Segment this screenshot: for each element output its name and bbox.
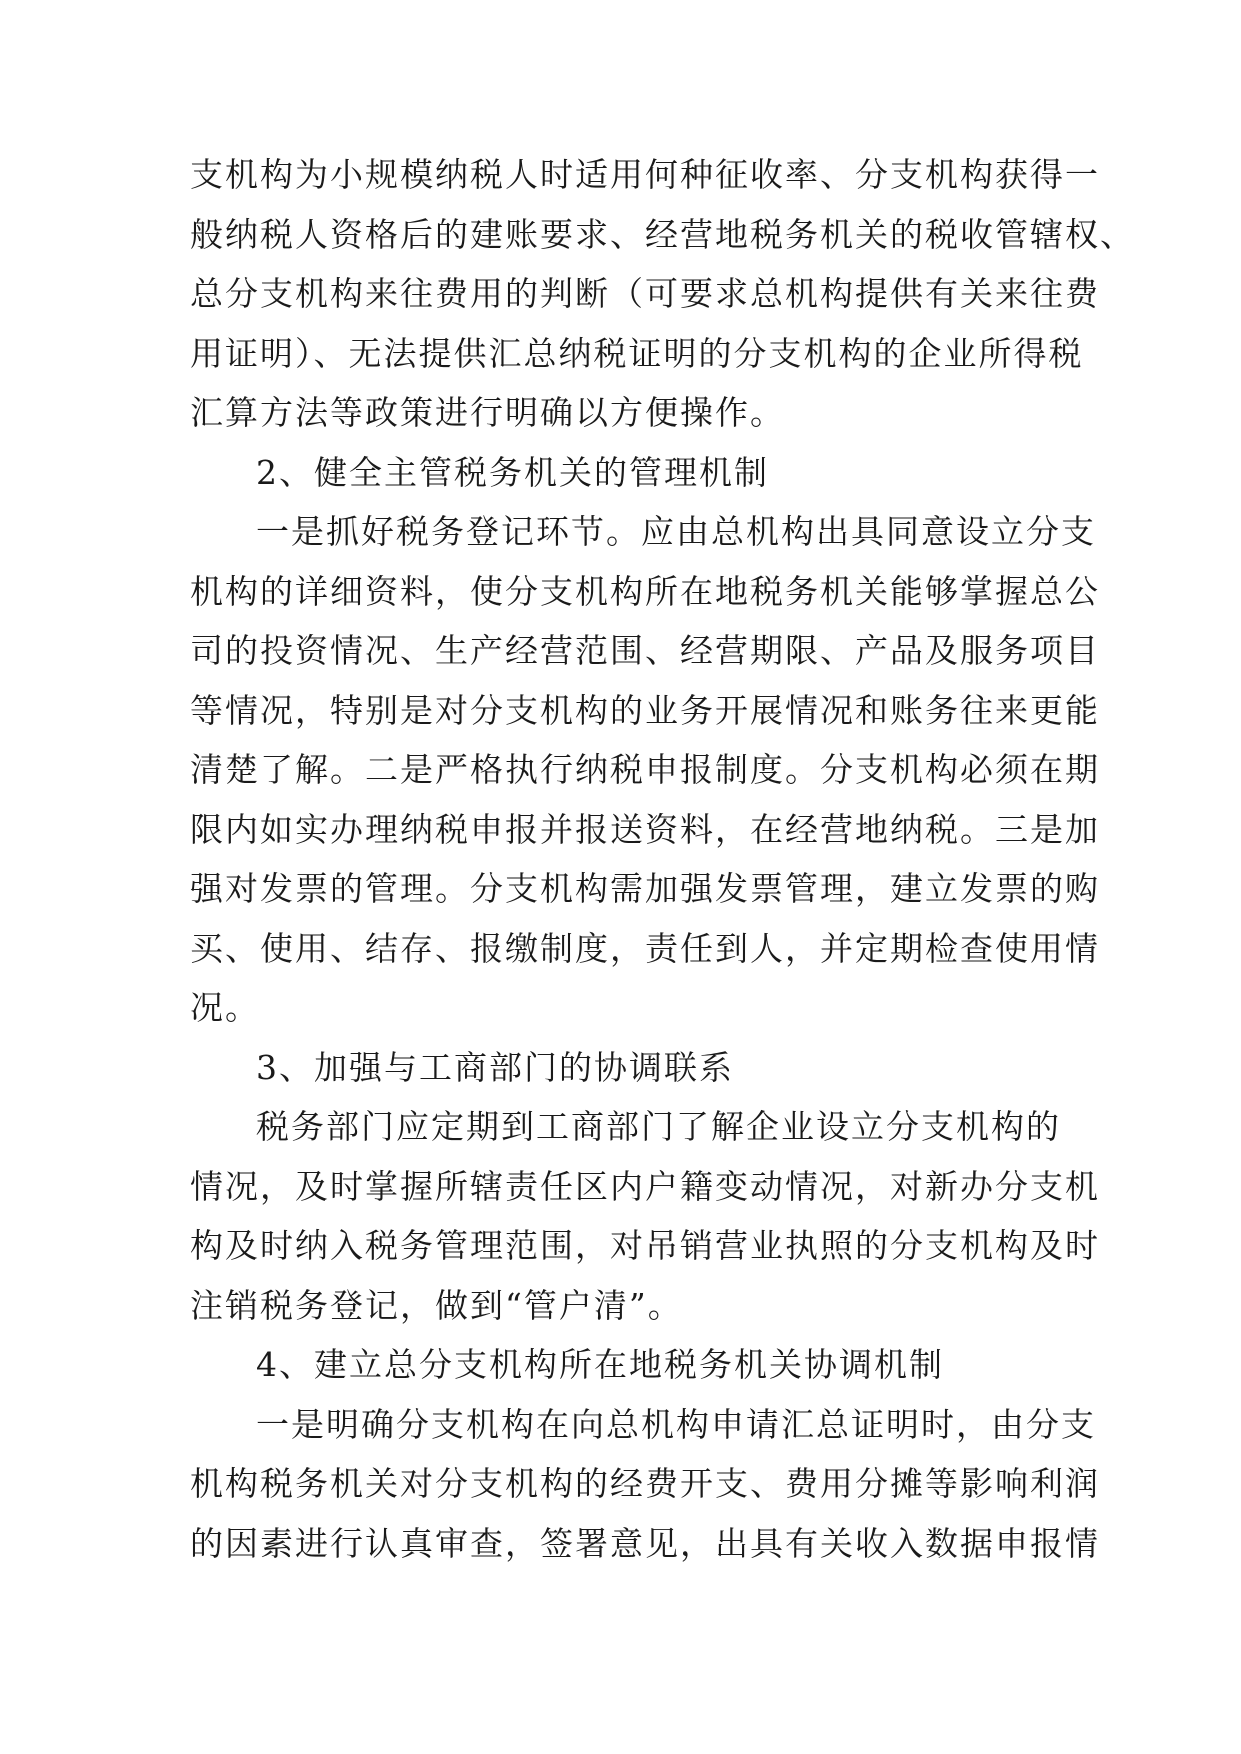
paragraph-line: 等情况，特别是对分支机构的业务开展情况和账务往来更能 (190, 690, 1100, 730)
paragraph-line: 机构的详细资料，使分支机构所在地税务机关能够掌握总公 (190, 571, 1100, 611)
paragraph-line: 买、使用、结存、报缴制度，责任到人，并定期检查使用情 (190, 928, 1100, 968)
document-page (190, 145, 1135, 1573)
paragraph-first-line: 税务部门应定期到工商部门了解企业设立分支机构的 (256, 1107, 1061, 1146)
section-heading-2: 2、健全主管税务机关的管理机制 (256, 452, 769, 492)
paragraph-line: 的因素进行认真审查，签署意见，出具有关收入数据申报情 (190, 1523, 1100, 1563)
paragraph-line: 强对发票的管理。分支机构需加强发票管理，建立发票的购 (190, 869, 1100, 908)
paragraph-line: 注销税务登记，做到“管户清”。 (190, 1285, 683, 1325)
paragraph-line: 构及时纳入税务管理范围，对吊销营业执照的分支机构及时 (190, 1226, 1100, 1265)
paragraph-line: 般纳税人资格后的建账要求、经营地税务机关的税收管辖权、 (190, 214, 1135, 254)
section-heading-3: 3、加强与工商部门的协调联系 (256, 1047, 734, 1087)
section-heading-4: 4、建立总分支机构所在地税务机关协调机制 (256, 1345, 944, 1384)
paragraph-line: 汇算方法等政策进行明确以方便操作。 (190, 393, 785, 432)
paragraph-line: 清楚了解。二是严格执行纳税申报制度。分支机构必须在期 (190, 750, 1100, 789)
paragraph-line: 情况，及时掌握所辖责任区内户籍变动情况，对新办分支机 (190, 1166, 1100, 1206)
paragraph-line: 总分支机构来往费用的判断（可要求总机构提供有关来往费 (190, 274, 1100, 313)
paragraph-line: 况。 (190, 988, 260, 1027)
paragraph-line: 司的投资情况、生产经营范围、经营期限、产品及服务项目 (190, 631, 1100, 670)
paragraph-first-line: 一是明确分支机构在向总机构申请汇总证明时，由分支 (256, 1404, 1096, 1444)
paragraph-first-line: 一是抓好税务登记环节。应由总机构出具同意设立分支 (256, 512, 1096, 551)
paragraph-line: 限内如实办理纳税申报并报送资料，在经营地纳税。三是加 (190, 809, 1100, 849)
paragraph-line: 机构税务机关对分支机构的经费开支、费用分摊等影响利润 (190, 1464, 1100, 1503)
paragraph-line: 用证明）、无法提供汇总纳税证明的分支机构的企业所得税 (190, 333, 1084, 373)
paragraph-line: 支机构为小规模纳税人时适用何种征收率、分支机构获得一 (190, 155, 1100, 194)
